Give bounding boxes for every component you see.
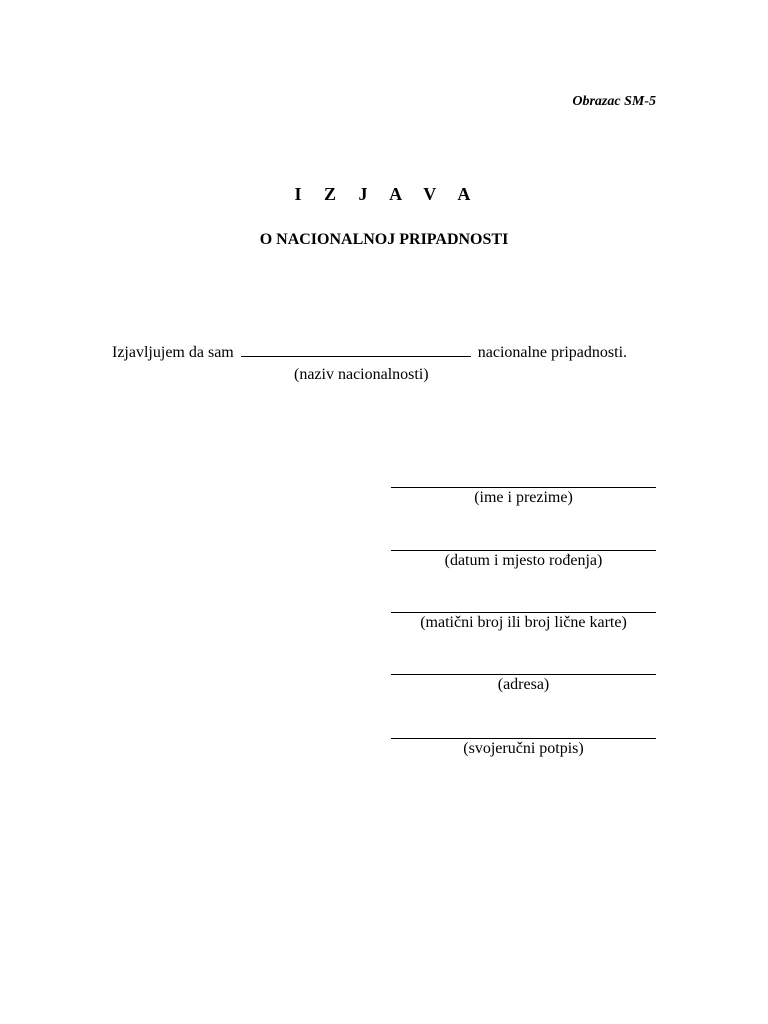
nationality-blank[interactable]: [241, 342, 471, 357]
document-subtitle: O NACIONALNOJ PRIPADNOSTI: [259, 231, 509, 248]
form-code: Obrazac SM-5: [572, 94, 656, 109]
field-id-number: [391, 612, 656, 632]
field-full-name: [391, 487, 656, 507]
statement-line: [112, 342, 627, 362]
statement-prefix: Izjavljujem da sam: [112, 344, 234, 361]
statement-suffix: nacionalne pripadnosti.: [477, 344, 628, 361]
full-name-blank[interactable]: [391, 487, 656, 488]
field-label: (matični broj ili broj lične karte): [420, 614, 627, 631]
nationality-hint: (naziv nacionalnosti): [294, 366, 429, 383]
field-label: (svojeručni potpis): [463, 740, 584, 757]
field-address: [391, 674, 656, 694]
id-number-blank[interactable]: [391, 612, 656, 613]
field-birth-date-place: [391, 550, 656, 570]
document-title: I Z J A V A: [294, 184, 480, 204]
birth-date-place-blank[interactable]: [391, 550, 656, 551]
signature-blank[interactable]: [391, 738, 656, 739]
field-label: (adresa): [497, 676, 550, 693]
field-label: (datum i mjesto rođenja): [444, 552, 603, 569]
field-label: (ime i prezime): [474, 489, 573, 506]
address-blank[interactable]: [391, 674, 656, 675]
field-signature: [391, 738, 656, 758]
